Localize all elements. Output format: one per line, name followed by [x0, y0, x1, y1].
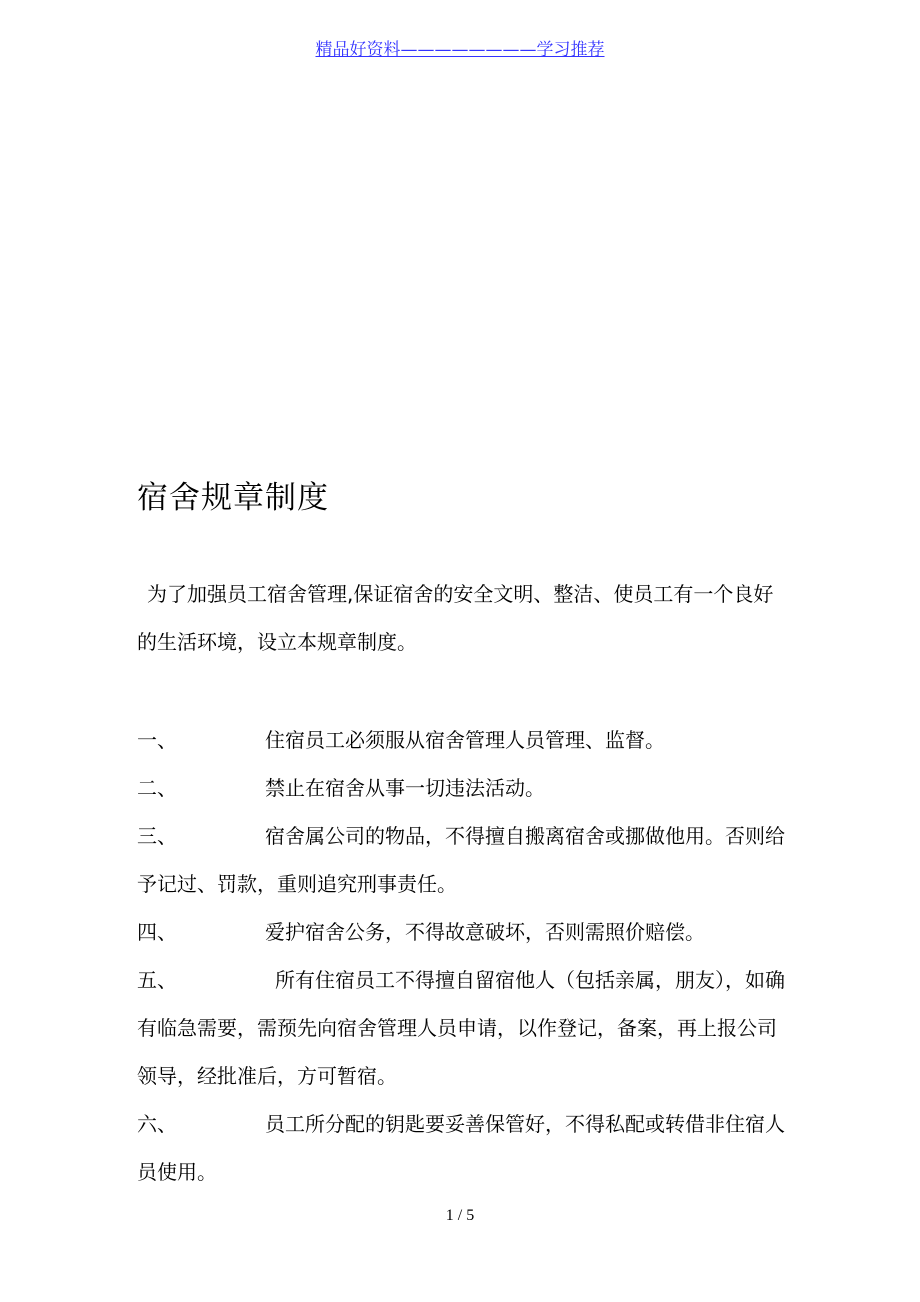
- intro-paragraph: [137, 570, 787, 666]
- rule-text: 宿舍属公司的物品，不得擅自搬离宿舍或挪做他用。否则给予记过、罚款，重则追究刑事责任。: [137, 824, 785, 896]
- rule-text: 所有住宿员工不得擅自留宿他人（包括亲属，朋友），如确有临急需要，需预先向宿舍管理人员申请，以作登记，备案，再上报公司领导，经批准后，方可暂宿。: [137, 968, 785, 1088]
- rule-item: [137, 1100, 787, 1196]
- rule-number: 四、: [137, 920, 177, 944]
- page-number: 1 / 5: [445, 1207, 475, 1224]
- rule-text: 住宿员工必须服从宿舍管理人员管理、监督。: [265, 728, 665, 752]
- rule-item: [137, 956, 787, 1100]
- rule-number: 五、: [137, 968, 177, 992]
- rule-number: 二、: [137, 776, 177, 800]
- rule-item: [137, 764, 787, 812]
- rule-text: 爱护宿舍公务，不得故意破坏，否则需照价赔偿。: [265, 920, 705, 944]
- rule-item: [137, 812, 787, 908]
- intro-text: 为了加强员工宿舍管理,保证宿舍的安全文明、整洁、使员工有一个良好的生活环境，设立本规章制度。: [137, 582, 774, 654]
- rule-number: 三、: [137, 824, 177, 848]
- header-banner: 精品好资料————————学习推荐: [315, 40, 605, 60]
- rule-text: 禁止在宿舍从事一切违法活动。: [265, 776, 545, 800]
- document-title: 宿舍规章制度: [137, 480, 329, 516]
- rule-number: 六、: [137, 1112, 177, 1136]
- rule-item: [137, 716, 787, 764]
- rule-text: 员工所分配的钥匙要妥善保管好，不得私配或转借非住宿人员使用。: [137, 1112, 785, 1184]
- rule-item: [137, 908, 787, 956]
- rule-number: 一、: [137, 728, 177, 752]
